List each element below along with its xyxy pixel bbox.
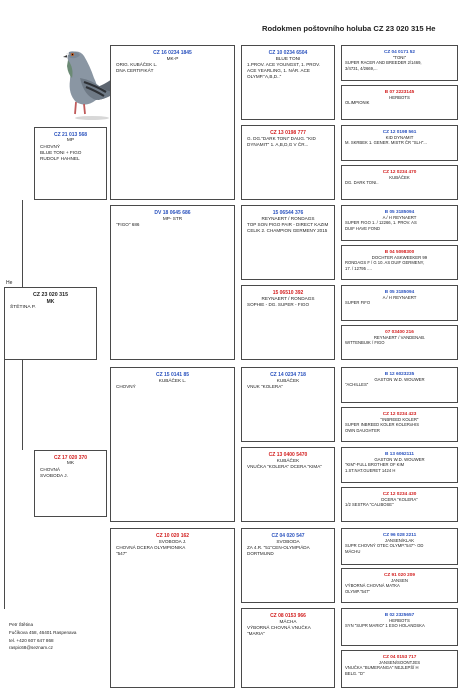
ggp-mfm-ring-number: CZ 13 0400 5470 xyxy=(268,452,308,458)
gggp-2-ring-number: B 07 2223145 xyxy=(384,89,415,94)
gggp-9-ring-number: B 12 6023235 xyxy=(384,371,415,376)
gggp-12-ring-number: CZ 12 0234 430 xyxy=(382,491,417,496)
maternal-grandmother-card xyxy=(110,528,235,688)
gggp-4-ring-number: CZ 12 0234 470 xyxy=(382,169,417,174)
gggp-10-card xyxy=(341,407,458,442)
maternal-grandfather-mark: KUBÁČEK L. xyxy=(158,378,187,384)
gggp-2-card xyxy=(341,85,458,120)
maternal-grandmother-ring-number: CZ 10 020 162 xyxy=(155,533,190,539)
ggp-mmm-ring-number: CZ 08 0153 966 xyxy=(270,613,306,619)
gggp-10-line-1: SUPER INBREED KOLER KOLERxHIS xyxy=(345,422,419,428)
paternal-grandfather-ring-number: CZ 16 0234 1845 xyxy=(153,50,192,56)
gggp-3-mark: KID DYNAMIT xyxy=(385,134,414,140)
ggp-mff-ring-number: CZ 14 0234 718 xyxy=(270,372,306,378)
gggp-3-line-1: M. SKRBEK 1. GENER. MISTR ČR "SLH"... xyxy=(345,140,427,146)
subject-mark: MK xyxy=(46,298,55,305)
gggp-6-mark: DOCHTER ASKWEEKER 99 xyxy=(371,254,428,260)
gggp-6-ring-number: B 04 5098300 xyxy=(384,249,415,254)
ggp-fmm-ring-number: 15 06510 392 xyxy=(272,290,304,296)
gggp-11-card xyxy=(341,447,458,483)
ggp-mmm-mark: MÁCHA xyxy=(279,619,297,625)
ggp-fmf-line-2: CELIK 2. CHAMPION GERMENY 2015 xyxy=(247,228,328,234)
gggp-11-ring-number: B 13 6062111 xyxy=(385,451,414,456)
gggp-13-line-1: SUPR CHOVNÝ OTEC OLYMP."547"- OD xyxy=(345,543,424,549)
ggp-fff-card xyxy=(241,45,335,120)
gggp-14-ring-number: CZ 91 020 209 xyxy=(383,572,415,577)
gggp-7-ring-number: B 05 3185094 xyxy=(384,289,415,294)
gggp-14-line-2: OLYMP."547" xyxy=(345,588,370,594)
maternal-grandfather-ring-number: CZ 15 0141 85 xyxy=(155,372,190,378)
owner-contact xyxy=(9,621,76,652)
ggp-mmm-line-1: VÝBORNÁ CHOVNÁ VNUČKA xyxy=(247,625,311,631)
ggp-fmf-card xyxy=(241,205,335,280)
gggp-6-line-2: 17. / 12795 .... xyxy=(345,265,372,271)
gggp-14-line-1: VÝBORNÁ CHOVNÁ MATKA xyxy=(345,583,400,589)
gggp-12-mark: DCERA "KOLERA" xyxy=(381,496,418,502)
gggp-12-card xyxy=(341,487,458,522)
maternal-grandmother-mark: SVOBODA J. xyxy=(158,539,187,545)
gggp-11-line-1: "KIM"-FULL BROTHER OF KIM xyxy=(345,462,405,468)
gggp-15-ring-number: B 02 2325657 xyxy=(384,612,415,617)
ggp-mfm-card xyxy=(241,447,335,522)
gggp-10-mark: "INBREED KOLER" xyxy=(380,416,419,422)
gggp-16-card xyxy=(341,650,458,688)
subject-ring-number: CZ 23 020 315 xyxy=(32,292,69,298)
gggp-3-ring-number: CZ 12 0198 561 xyxy=(382,129,417,134)
gggp-15-card xyxy=(341,608,458,646)
gggp-5-card xyxy=(341,205,458,241)
ggp-mfm-line-1: VNUČKA "KOLERA" DCERA "KIMA" xyxy=(247,464,322,470)
ggp-mff-card xyxy=(241,367,335,442)
paternal-grandmother-ring-number: DV 18 0645 686 xyxy=(154,210,191,216)
ggp-mmf-line-2: DORTMUND xyxy=(247,551,274,557)
gggp-8-line-1: WITTENBUIK / FIGO xyxy=(345,340,385,346)
ggp-ffm-card xyxy=(241,125,335,200)
ggp-mff-mark: KUBÁČEK xyxy=(276,378,300,384)
ggp-mmm-card xyxy=(241,608,335,688)
ggp-fmf-line-1: TOP SON PIGO PAIR - DIRECT KAZIM xyxy=(247,222,329,228)
sex-label: He xyxy=(6,280,13,286)
gggp-4-card xyxy=(341,165,458,200)
paternal-grandmother-line-1: "FIGO" 686 xyxy=(116,222,140,228)
ggp-mmf-mark: SVOBODA xyxy=(276,539,300,545)
ggp-mmf-ring-number: CZ 04 020 547 xyxy=(271,533,305,539)
gggp-1-line-1: SUPER RACER AND BREEDER 2/1469, xyxy=(345,60,422,66)
gggp-7-line-1: SUPER FIFO xyxy=(345,300,371,306)
gggp-4-line-1: DG. DARK TONI.. xyxy=(345,180,379,186)
ggp-fmm-card xyxy=(241,285,335,360)
gggp-10-ring-number: CZ 12 0234 423 xyxy=(382,411,417,416)
mother-card xyxy=(34,450,107,517)
gggp-11-mark: GASTON W.D. WOUWER xyxy=(374,456,425,462)
gggp-5-mark: A / H REYNAERT xyxy=(382,214,417,220)
paternal-grandfather-card xyxy=(110,45,235,200)
father-card xyxy=(34,127,107,200)
father-line-1: CHOVNÝ xyxy=(40,144,61,150)
ggp-mmf-line-1: ZA 4.R. "51"CEN-OLYMPIÁDA xyxy=(247,545,310,551)
gggp-1-ring-number: CZ 04 0171 52 xyxy=(383,49,415,54)
father-line-3: RUDOLF HAHNEL xyxy=(40,156,80,162)
father-mark: MP xyxy=(66,138,75,144)
paternal-grandfather-line-1: ORIG. KUBÁČEK L. xyxy=(116,62,158,68)
maternal-grandfather-line-1: CHOVNÝ xyxy=(116,384,136,390)
gggp-16-line-2: BELG. "D" xyxy=(345,670,365,676)
father-line-2: BLUE TONI + FIGO xyxy=(40,150,82,156)
gggp-9-mark: GASTON W.D. WOUWER xyxy=(374,376,425,382)
mother-line-1: CHOVNÁ xyxy=(40,467,61,473)
gggp-13-mark: JANSEN/KLAK xyxy=(384,537,415,543)
gggp-14-mark: JANSEN xyxy=(391,577,408,583)
ggp-mfm-mark: KUBÁČEK xyxy=(276,458,300,464)
owner-email: raspic68@seznam.cz xyxy=(9,645,53,651)
gggp-1-card xyxy=(341,45,458,81)
ggp-ffm-line-2: DYNAMIT" 1. A,B,D,G V ČR... xyxy=(247,142,309,148)
ggp-mmf-card xyxy=(241,528,335,603)
gggp-6-card xyxy=(341,245,458,280)
gggp-13-ring-number: CZ 96 028 2211 xyxy=(382,532,417,537)
owner-phone: tel. +420 607 647 868 xyxy=(9,637,54,643)
mother-mark: MK xyxy=(66,461,75,467)
owner-address: Fučíkova 458, 46401 Raspenava xyxy=(9,629,77,635)
gggp-16-mark: JANSEN/SOONTJES xyxy=(378,659,421,665)
ggp-fmm-mark: REYNAERT / RONDAGS xyxy=(261,296,315,302)
gggp-8-ring-number: 07 03400 216 xyxy=(385,329,414,334)
gggp-15-line-1: SYN "SUPR MARIO" 1 ESO HOLANDSKA xyxy=(345,623,425,629)
gggp-16-ring-number: CZ 04 0153 717 xyxy=(382,654,417,659)
connector-subject-mother xyxy=(22,360,23,450)
gggp-12-line-1: 1/2 SESTRA "CALIBOSE" xyxy=(345,502,394,508)
paternal-grandmother-mark: MP- STR xyxy=(162,216,183,222)
owner-name: Petr Štětina xyxy=(9,622,34,627)
maternal-grandmother-line-2: "547" xyxy=(116,551,127,557)
ggp-fff-line-2: ACE YEARLING, 1. NÁR. ACE xyxy=(247,68,310,74)
mother-ring-number: CZ 17 020 370 xyxy=(53,455,88,461)
maternal-grandmother-line-1: CHOVNÁ DCERA OLYMPIONIKA xyxy=(116,545,186,551)
gggp-9-line-1: "ACHILLES" xyxy=(345,382,369,388)
connector-subject-father xyxy=(22,200,23,287)
ggp-fff-mark: BLUE TONI xyxy=(275,56,301,62)
gggp-2-line-1: OLIMPIONIK xyxy=(345,100,370,106)
gggp-9-card xyxy=(341,367,458,403)
paternal-grandmother-card xyxy=(110,205,235,360)
gggp-5-line-1: SUPER FIGO 1. / 12266, 1. PROV. AS xyxy=(345,220,417,226)
gggp-13-card xyxy=(341,528,458,565)
gggp-15-mark: HERBOTS xyxy=(389,617,410,623)
ggp-fff-line-3: OLYMP."A,B,D.." xyxy=(247,74,282,80)
subject-card xyxy=(4,287,97,360)
gggp-1-mark: "TONI" xyxy=(392,54,407,60)
ggp-mff-line-1: VNUK "KOLERA" xyxy=(247,384,283,390)
gggp-7-card xyxy=(341,285,458,321)
gggp-1-line-2: 3/4731, 4/2669,... xyxy=(345,65,378,71)
gggp-16-line-1: VNUČKA "BUMERANGA" NEJLEPŠÍ H xyxy=(345,665,419,671)
ggp-ffm-ring-number: CZ 13 0198 777 xyxy=(270,130,306,136)
gggp-5-ring-number: B 05 3185094 xyxy=(384,209,415,214)
gggp-8-mark: REYNAERT / VANDENAB. xyxy=(373,334,426,340)
gggp-7-mark: A / H REYNAERT xyxy=(382,294,417,300)
gggp-4-mark: KUBÁČEK xyxy=(389,174,410,180)
page-title: Rodokmen poštovního holuba CZ 23 020 315 He xyxy=(262,24,436,33)
ggp-fff-line-1: 1.PROV. ACE YOUNGST, 1. PROV. xyxy=(247,62,321,68)
subject-line: ŠTĚTINA P. xyxy=(10,304,36,310)
gggp-8-card xyxy=(341,325,458,360)
ggp-fmf-mark: REYNAERT / RONDAGS xyxy=(261,216,315,222)
ggp-ffm-line-1: G. DG."DARK TONI" DAUG. "KID xyxy=(247,136,316,142)
gggp-13-line-2: MÁCHU xyxy=(345,548,361,554)
paternal-grandfather-line-2: DNA CERTIFIKÁT xyxy=(116,68,154,74)
gggp-11-line-2: 1.ST.NAT.GUERET 1424 H xyxy=(345,467,396,473)
mother-line-2: SVOBODA J. xyxy=(40,473,68,479)
ggp-fmm-line-1: SOPHIE - DG. SUPER - FIGO xyxy=(247,302,310,308)
gggp-10-line-2: OWN DAUGHTER xyxy=(345,427,380,433)
gggp-2-mark: HERBOTS xyxy=(389,94,410,100)
gggp-3-card xyxy=(341,125,458,161)
gggp-6-line-1: RONDAGS F / G 10. AS DUIF GERMENY, xyxy=(345,260,425,266)
ggp-fff-ring-number: CZ 10 0234 6504 xyxy=(268,50,308,56)
gggp-14-card xyxy=(341,568,458,603)
father-ring-number: CZ 21 013 568 xyxy=(53,132,88,138)
paternal-grandfather-mark: MK-P xyxy=(166,56,179,62)
maternal-grandfather-card xyxy=(110,367,235,522)
ggp-fmf-ring-number: 15 06544 376 xyxy=(272,210,304,216)
ggp-mmm-line-2: "MARIA" xyxy=(247,631,265,637)
gggp-5-line-2: DUIF HAVE FOND xyxy=(345,225,381,231)
